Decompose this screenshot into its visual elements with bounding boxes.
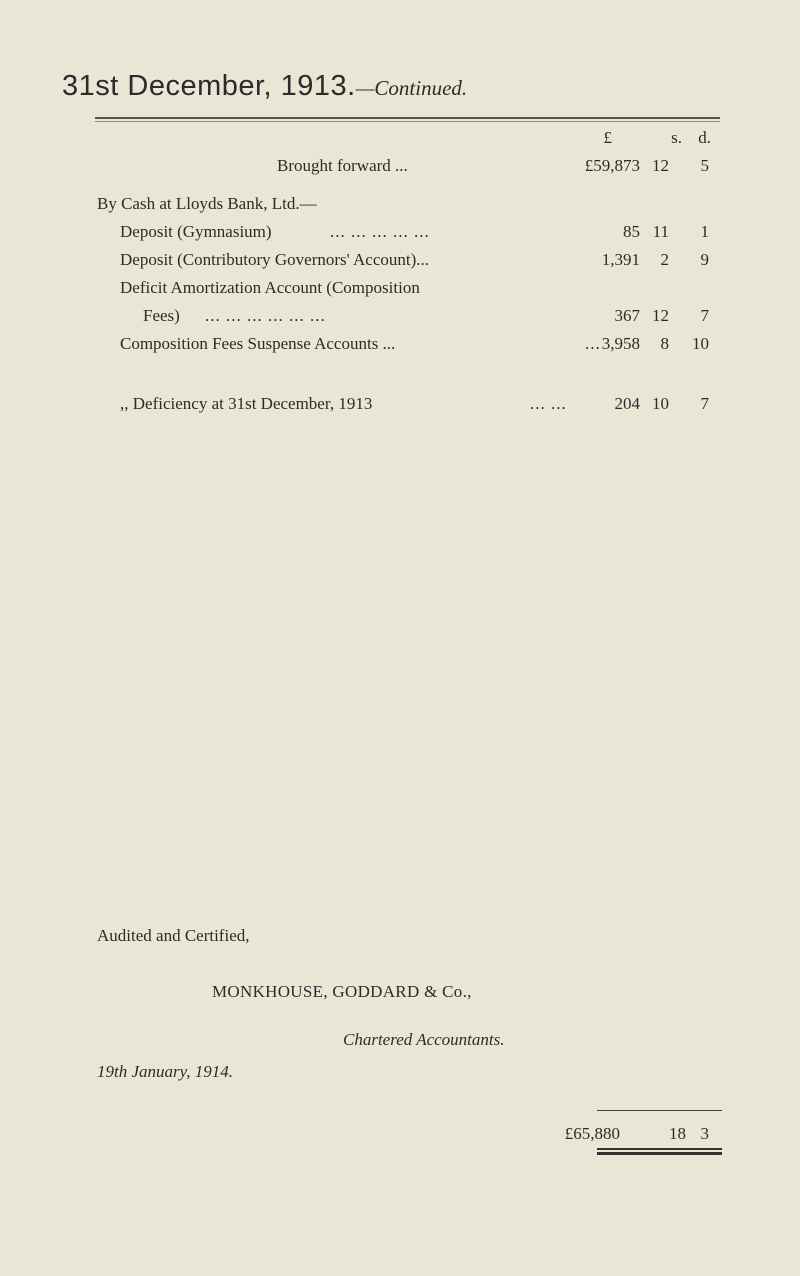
- top-rule-thin: [95, 121, 720, 122]
- row-label: Deposit (Gymnasium): [120, 222, 272, 241]
- row-pence: 10: [692, 334, 709, 353]
- top-rule: [95, 117, 720, 119]
- col-shillings: s.: [671, 128, 682, 147]
- row-pence: 7: [700, 306, 709, 325]
- audited-line: Audited and Certified,: [97, 926, 250, 945]
- row-leader-dots: ... ... ... ... ... ...: [205, 306, 326, 325]
- row-pounds: 367: [614, 306, 640, 325]
- total-rule-bottom-2: [597, 1152, 722, 1155]
- page-heading: [62, 70, 467, 103]
- col-pence: d.: [698, 128, 711, 147]
- total-rule-top: [597, 1110, 722, 1111]
- audit-date: 19th January, 1914.: [97, 1062, 233, 1081]
- brought-forward-pence: 5: [700, 156, 709, 175]
- row-label: Composition Fees Suspense Accounts ...: [120, 334, 396, 353]
- row-label: Fees): [143, 306, 180, 325]
- total-shillings: 18: [669, 1124, 686, 1143]
- row-pence: 1: [700, 222, 709, 241]
- row-shillings: 2: [660, 250, 669, 269]
- row-shillings: 11: [652, 222, 669, 241]
- col-pounds: £: [603, 128, 612, 147]
- deficiency-shillings: 10: [652, 394, 669, 413]
- row-leader-dots: ...: [585, 334, 601, 353]
- row-shillings: 8: [660, 334, 669, 353]
- row-pounds: 3,958: [601, 334, 640, 353]
- row-leader-dots: ... ... ... ... ...: [330, 222, 430, 241]
- heading-date: 31st December, 1913.: [62, 70, 356, 102]
- brought-forward-pounds: £59,873: [584, 156, 640, 175]
- row-label: Deposit (Contributory Governors' Account)...: [120, 250, 430, 269]
- deficiency-pounds: 204: [614, 394, 640, 413]
- row-pounds: 1,391: [601, 250, 640, 269]
- deficiency-label: ,, Deficiency at 31st December, 1913: [120, 394, 373, 413]
- brought-forward-label: Brought forward ...: [277, 156, 408, 175]
- total-pence: 3: [700, 1124, 709, 1143]
- row-pounds: 85: [623, 222, 640, 241]
- row-shillings: 12: [652, 306, 669, 325]
- brought-forward-shillings: 12: [652, 156, 669, 175]
- auditor-firm: MONKHOUSE, GODDARD & Co.,: [212, 982, 472, 1001]
- section-heading: By Cash at Lloyds Bank, Ltd.—: [97, 194, 317, 213]
- row-label: Deficit Amortization Account (Composition: [120, 278, 420, 297]
- deficiency-leader-dots: ... ...: [530, 394, 567, 413]
- total-pounds: £65,880: [564, 1124, 620, 1143]
- deficiency-pence: 7: [700, 394, 709, 413]
- auditor-role: Chartered Accountants.: [343, 1030, 505, 1049]
- total-rule-bottom: [597, 1148, 722, 1150]
- row-pence: 9: [700, 250, 709, 269]
- heading-continued: —Continued.: [355, 76, 468, 100]
